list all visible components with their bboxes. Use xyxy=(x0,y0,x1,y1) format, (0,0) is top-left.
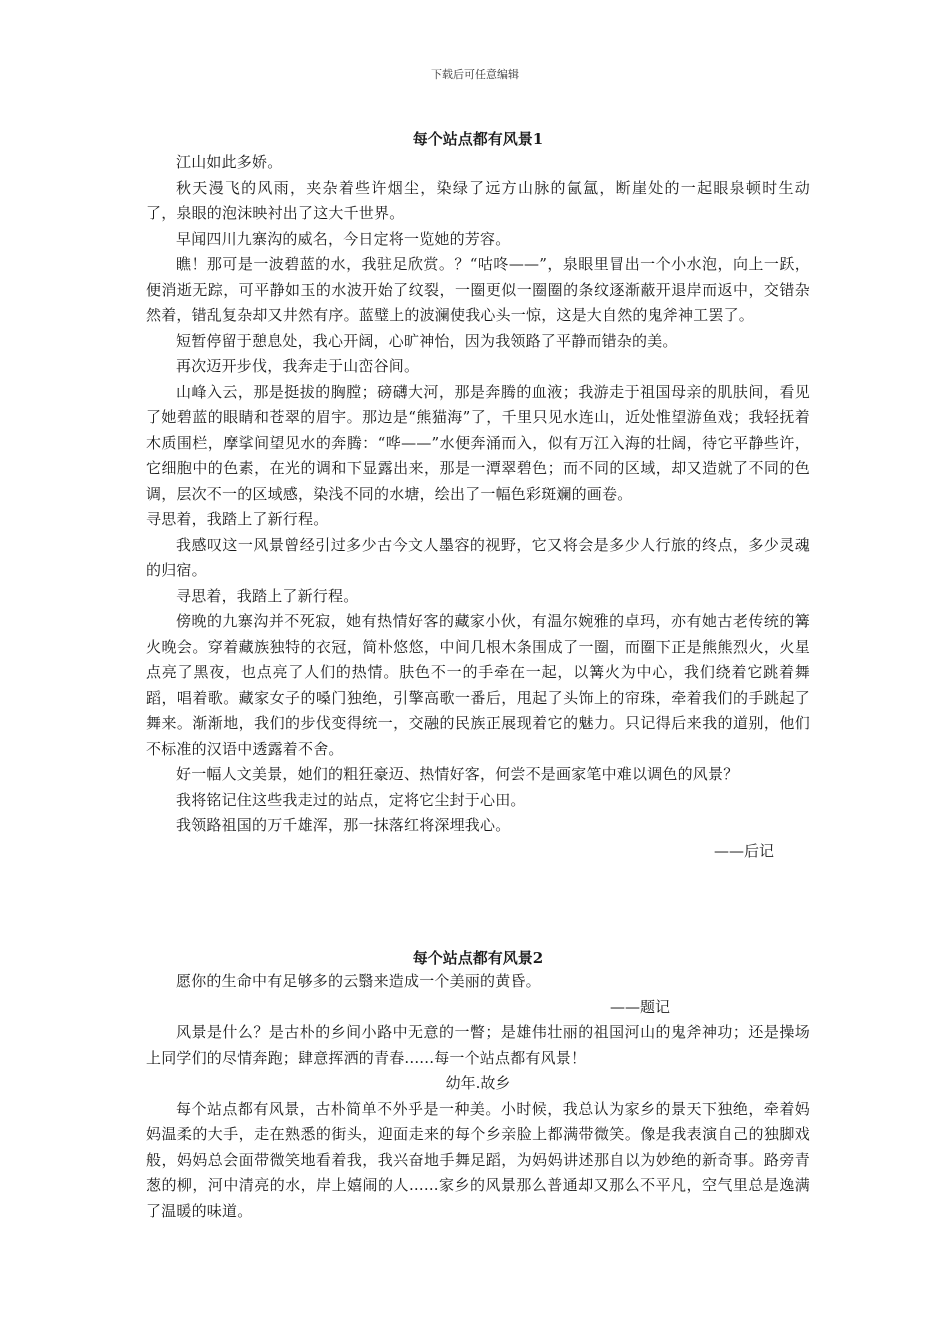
paragraph: 傍晚的九寨沟并不死寂，她有热情好客的藏家小伙，有温尔婉雅的卓玛，亦有她古老传统的篝火晚会。穿着藏族独特的衣冠，简朴悠悠，中间几根木条围成了一圈，而圈下正是熊熊烈火，火星点亮了黑夜，也点亮了人们的热情。肤色不一的手牵在一起，以篝火为中心，我们绕着它跳着舞蹈，唱着歌。藏家女子的嗓门独绝，引擎高歌一番后，甩起了头饰上的帘珠，牵着我们的手跳起了舞来。渐渐地，我们的步伐变得统一，交融的民族正展现着它的魅力。只记得后来我的道别，他们不标准的汉语中透露着不舍。 xyxy=(146,612,810,758)
paragraph: 早闻四川九寨沟的威名，今日定将一览她的芳容。 xyxy=(176,229,511,248)
paragraph: 风景是什么？是古朴的乡间小路中无意的一瞥；是雄伟壮丽的祖国河山的鬼斧神功；还是操场上同学们的尽情奔跑；肆意挥洒的青春......每一个站点都有风景！ xyxy=(146,1023,810,1067)
article-title: 每个站点都有风景2 xyxy=(412,949,544,967)
paragraph: 秋天漫飞的风雨，夹杂着些许烟尘，染绿了远方山脉的氤氲，断崖处的一起眼泉顿时生动 了，泉眼的泡沫映衬出了这大千世界。 xyxy=(146,178,826,222)
paragraph: 我领路祖国的万千雄浑，那一抹落红将深埋我心。 xyxy=(176,816,511,834)
article-1 xyxy=(146,128,826,864)
section-heading: 幼年.故乡 xyxy=(445,1074,511,1092)
paragraph: 寻思着，我踏上了新行程。 xyxy=(176,586,359,605)
paragraph: 寻思着，我踏上了新行程。 xyxy=(146,510,329,528)
paragraph: 山峰入云，那是挺拔的胸膛；磅礴大河，那是奔腾的血液；我游走于祖国母亲的肌肤间，看见了她碧蓝的眼睛和苍翠的眉宇。那边是“熊猫海”了，千里只见水连山，近处惟望游鱼戏；我轻抚着木质围栏，摩挲间望见水的奔腾：“哗——”水便奔涌而入，似有万江入海的壮阔，待它平静些许，它细胞中的色素，在光的调和下显露出来，那是一潭翠碧色；而不同的区域，却又造就了不同的色调，层次不一的区域感，染浅不同的水塘，绘出了一幅色彩斑斓的画卷。 xyxy=(146,382,810,503)
paragraph: 短暂停留于憩息处，我心开阔，心旷神怡，因为我领路了平静而错杂的美。 xyxy=(176,331,678,350)
paragraph: 我将铭记住这些我走过的站点，定将它尘封于心田。 xyxy=(176,790,526,809)
header-note: 下载后可任意编辑 xyxy=(431,68,519,81)
paragraph: 我感叹这一风景曾经引过多少古今文人墨容的视野，它又将会是多少人行旅的终点，多少灵魂的归宿。 xyxy=(146,535,810,579)
paragraph: 好一幅人文美景，她们的粗狂豪迈、热情好客，何尝不是画家笔中难以调色的风景？ xyxy=(176,765,739,783)
signature: ——后记 xyxy=(713,841,774,860)
epigraph-attribution: ——题记 xyxy=(609,997,670,1016)
article-2 xyxy=(146,947,810,1224)
paragraph: 每个站点都有风景，古朴简单不外乎是一种美。小时候，我总认为家乡的景天下独绝，牵着妈妈温柔的大手，走在熟悉的街头，迎面走来的每个乡亲脸上都满带微笑。像是我表演自己的独脚戏般，妈妈总会面带微笑地看着我，我兴奋地手舞足蹈，为妈妈讲述那自以为妙绝的新奇事。路旁青葱的柳，河中清亮的水，岸上嬉闹的人......家乡的风景那么普通却又那么不平凡，空气里总是逸满了温暖的味道。 xyxy=(146,1099,810,1220)
epigraph: 愿你的生命中有足够多的云翳来造成一个美丽的黄昏。 xyxy=(176,972,541,990)
paragraph: 再次迈开步伐，我奔走于山峦谷间。 xyxy=(176,357,420,375)
article-title: 每个站点都有风景1 xyxy=(412,130,544,148)
paragraph: 江山如此多娇。 xyxy=(176,153,283,171)
paragraph: 瞧！那可是一波碧蓝的水，我驻足欣赏。？“咕咚——”，泉眼里冒出一个小水泡，向上一跃，便消逝无踪，可平静如玉的水波开始了纹裂，一圈更似一圈圈的条纹逐渐蔽开退岸而返中，交错杂然着，错乱复杂却又井然有序。蓝璧上的波澜使我心头一惊，这是大自然的鬼斧神工罢了。 xyxy=(146,255,810,324)
